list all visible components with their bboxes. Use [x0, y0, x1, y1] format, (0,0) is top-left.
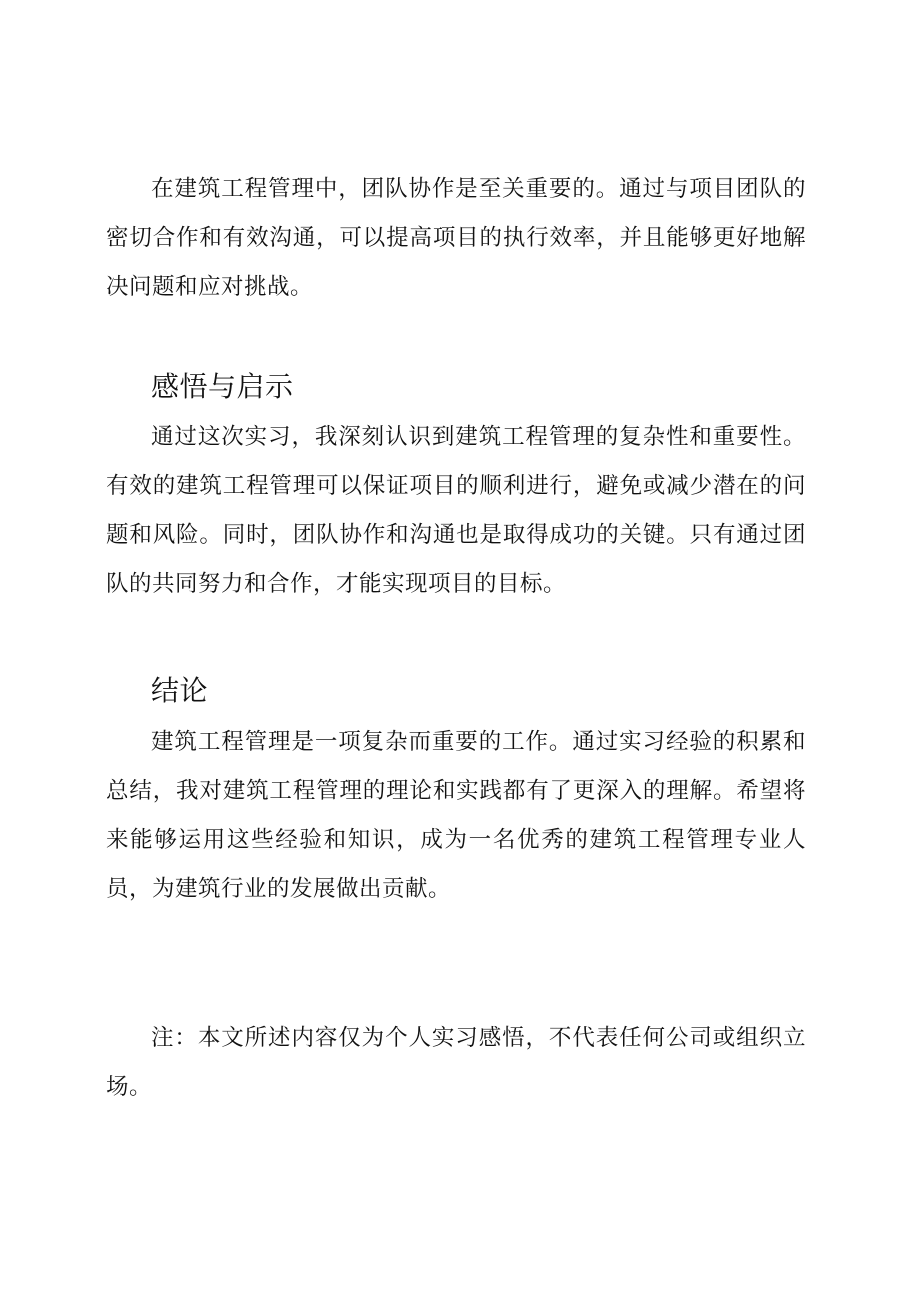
reflection-heading: 感悟与启示	[151, 370, 294, 403]
conclusion-heading: 结论	[151, 674, 209, 707]
reflection-paragraph: 通过这次实习，我深刻认识到建筑工程管理的复杂性和重要性。有效的建筑工程管理可以保证项目的顺利进行，避免或减少潜在的问题和风险。同时，团队协作和沟通也是取得成功的关键。只有通过团队的共同努力和合作，才能实现项目的目标。	[106, 424, 806, 597]
conclusion-paragraph: 建筑工程管理是一项复杂而重要的工作。通过实习经验的积累和总结，我对建筑工程管理的理论和实践都有了更深入的理解。希望将来能够运用这些经验和知识，成为一名优秀的建筑工程管理专业人员，为建筑行业的发展做出贡献。	[106, 729, 806, 902]
intro-paragraph: 在建筑工程管理中，团队协作是至关重要的。通过与项目团队的密切合作和有效沟通，可以提高项目的执行效率，并且能够更好地解决问题和应对挑战。	[106, 176, 806, 300]
disclaimer-note: 注：本文所述内容仅为个人实习感悟，不代表任何公司或组织立场。	[106, 1025, 806, 1100]
